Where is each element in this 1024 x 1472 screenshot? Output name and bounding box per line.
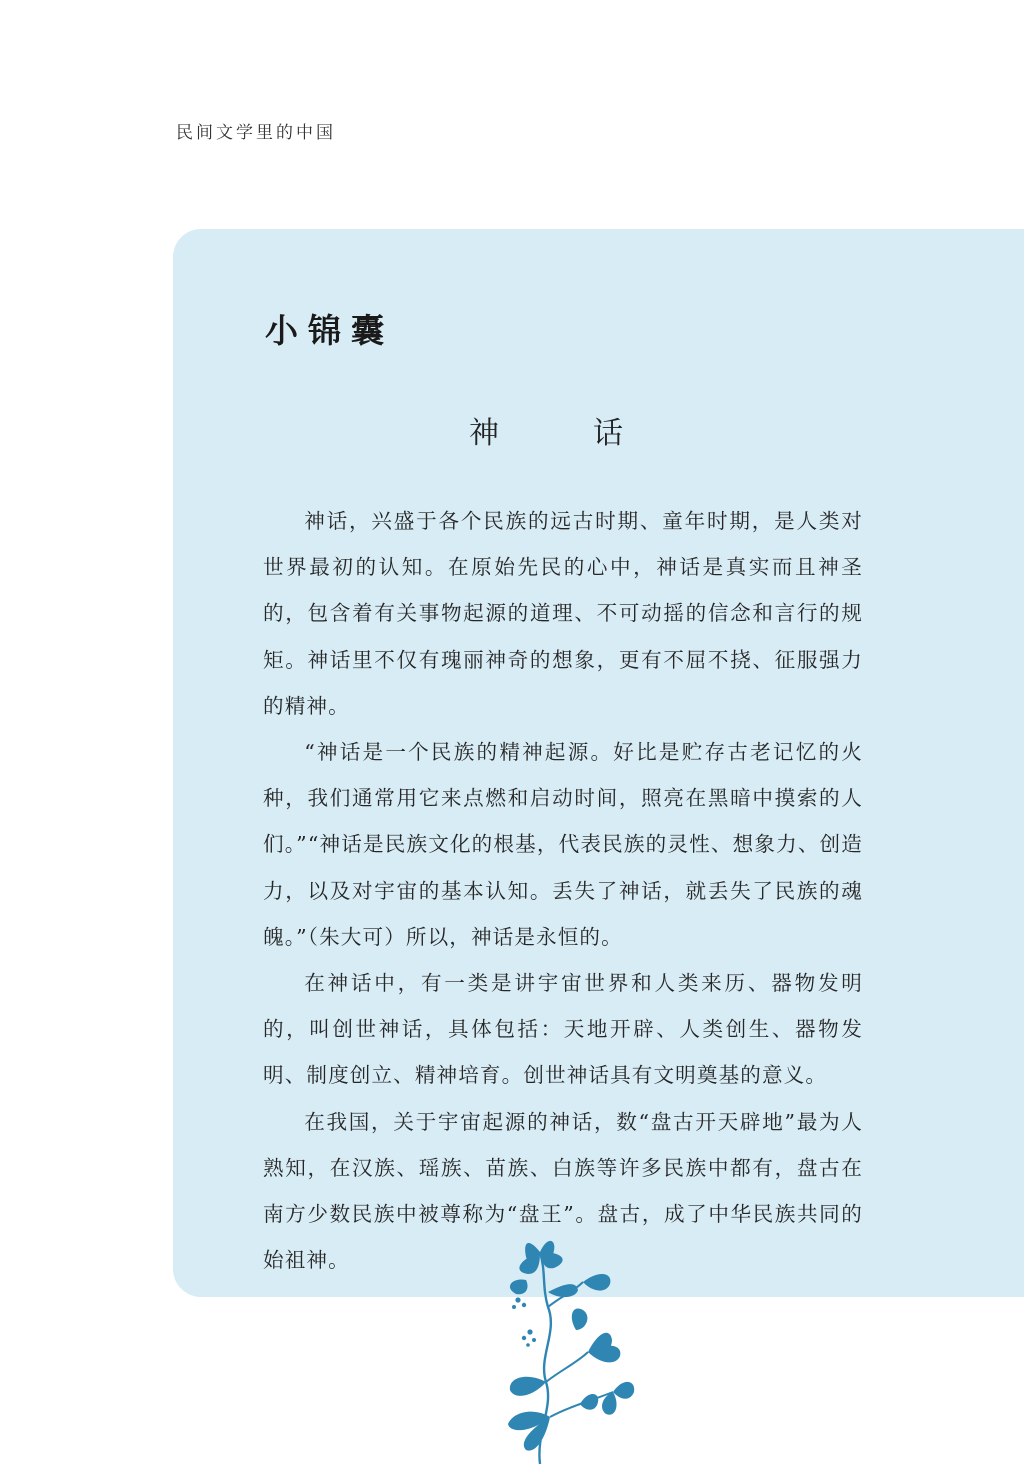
paragraph-1: 神话，兴盛于各个民族的远古时期、童年时期，是人类对世界最初的认知。在原始先民的心中，神话是真实而且神圣的，包含着有关事物起源的道理、不可动摇的信念和言行的规矩。神话里不仅有瑰丽神奇的想象，更有不屈不挠、征服强力的精神。 [263,509,863,718]
flower-illustration [488,1232,638,1468]
article-title [0,408,1024,452]
paragraph-3: 在神话中，有一类是讲宇宙世界和人类来历、器物发明的，叫创世神话，具体包括：天地开辟、人类创生、器物发明、制度创立、精神培育。创世神话具有文明奠基的意义。 [263,971,863,1088]
paragraph-4: 在我国，关于宇宙起源的神话，数“盘古开天辟地”最为人熟知，在汉族、瑶族、苗族、白族等许多民族中都有，盘古在南方少数民族中被尊称为“盘王”。盘古，成了中华民族共同的始祖神。 [263,1109,863,1273]
paragraph-2: “神话是一个民族的精神起源。好比是贮存古老记忆的火种，我们通常用它来点燃和启动时间，照亮在黑暗中摸索的人们。”“神话是民族文化的根基，代表民族的灵性、想象力、创造力，以及对宇宙的基本认知。丢失了神话，就丢失了民族的魂魄。”（朱大可）所以，神话是永恒的。 [263,740,863,949]
running-header: 民间文学里的中国 [176,123,336,143]
article-title-text: 神 话 [469,416,655,451]
article-body [263,498,863,1283]
box-title: 小锦囊 [265,311,394,350]
